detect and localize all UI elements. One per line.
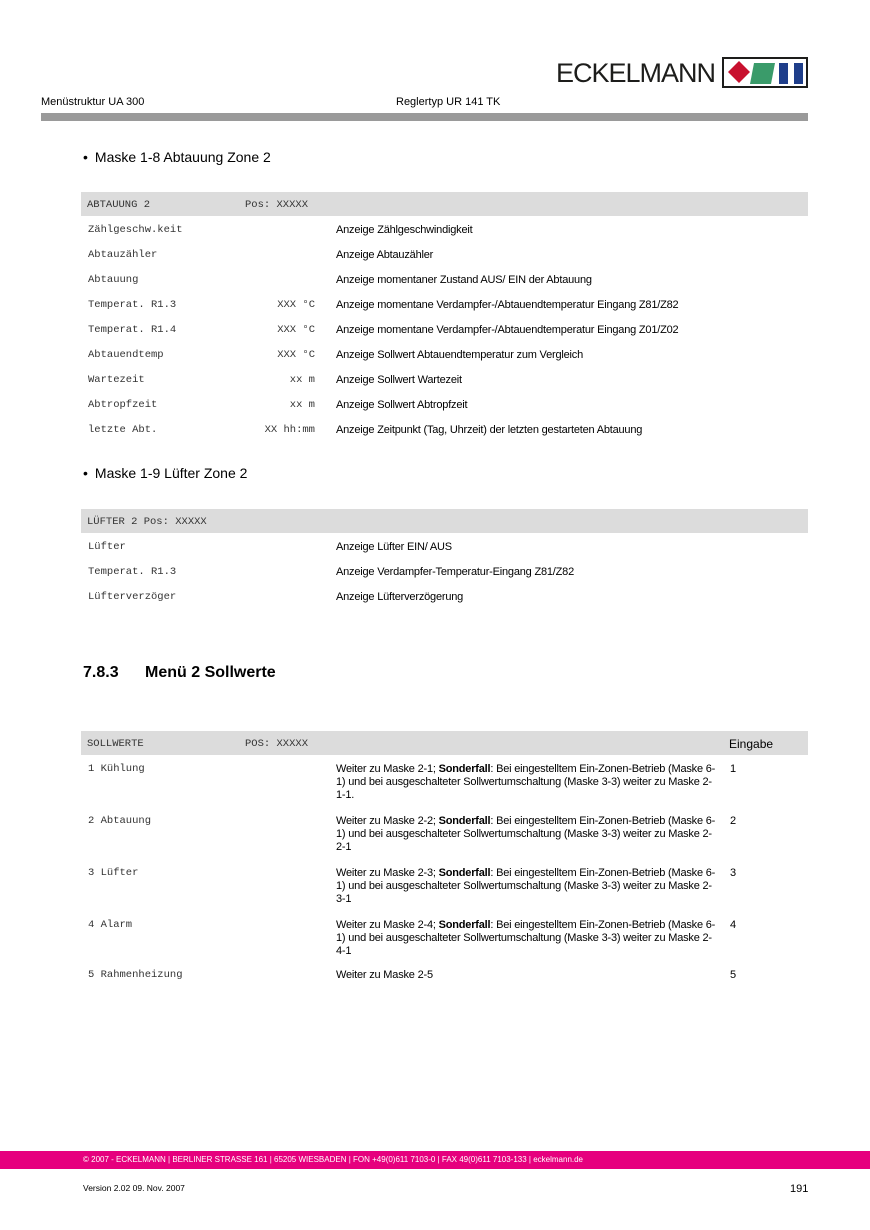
- table-row: [0, 224, 870, 244]
- section3-band-key: SOLLWERTE: [87, 738, 144, 750]
- logo-parallelogram-green: [750, 63, 775, 84]
- row-desc: Weiter zu Maske 2-5: [336, 969, 433, 981]
- row-value: xx m: [289, 374, 315, 386]
- row-eingabe: 4: [730, 919, 737, 931]
- row-key: Wartezeit: [88, 374, 145, 386]
- row-key: letzte Abt.: [88, 424, 158, 436]
- row-key: Abtauendtemp: [88, 349, 164, 361]
- row-desc: Anzeige Sollwert Abtropfzeit: [336, 399, 468, 411]
- row-key: 1 Kühlung: [88, 763, 145, 775]
- section2-band: [81, 509, 808, 533]
- row-desc: Weiter zu Maske 2-4; Sonderfall: Bei eingestelltem Ein-Zonen-Betrieb (Maske 6-1) und bei ausgeschalteter Sollwertumschaltung (Maske 3-3) weiter zu Maske 2-4-1: [336, 919, 716, 957]
- header-left-title: Menüstruktur UA 300: [41, 96, 145, 108]
- row-key: Lüfter: [88, 541, 126, 553]
- table-row: [0, 566, 870, 586]
- table-row: [0, 424, 870, 444]
- section3-band: [81, 731, 808, 755]
- row-desc: Anzeige momentane Verdampfer-/Abtauendtemperatur Eingang Z81/Z82: [336, 299, 679, 311]
- row-key: 3 Lüfter: [88, 867, 139, 879]
- row-value: XXX °C: [277, 299, 315, 311]
- logo-diamond-red: [728, 61, 750, 83]
- row-desc: Anzeige Verdampfer-Temperatur-Eingang Z81/Z82: [336, 566, 575, 578]
- row-desc: Anzeige Zeitpunkt (Tag, Uhrzeit) der letzten gestarteten Abtauung: [336, 424, 643, 436]
- section1-band-pos: Pos: XXXXX: [245, 199, 309, 211]
- row-key: Abtropfzeit: [88, 399, 158, 411]
- section3-heading: [83, 664, 276, 682]
- bullet-icon: •: [83, 465, 88, 481]
- row-key: Abtauzähler: [88, 249, 158, 261]
- table-row: [0, 274, 870, 294]
- logo-mark-icon: [722, 57, 808, 88]
- footer-version: Version 2.02 09. Nov. 2007: [83, 1183, 185, 1193]
- header-rule: [41, 113, 808, 121]
- row-eingabe: 3: [730, 867, 737, 879]
- row-desc: Weiter zu Maske 2-3; Sonderfall: Bei eingestelltem Ein-Zonen-Betrieb (Maske 6-1) und bei ausgeschalteter Sollwertumschaltung (Maske 3-3) weiter zu Maske 2-3-1: [336, 867, 716, 905]
- row-key: 5 Rahmenheizung: [88, 969, 183, 981]
- row-key: Abtauung: [88, 274, 139, 286]
- row-desc: Anzeige Sollwert Abtauendtemperatur zum Vergleich: [336, 349, 584, 361]
- row-desc: Anzeige Sollwert Wartezeit: [336, 374, 462, 386]
- row-desc: Weiter zu Maske 2-2; Sonderfall: Bei eingestelltem Ein-Zonen-Betrieb (Maske 6-1) und bei ausgeschalteter Sollwertumschaltung (Maske 3-3) weiter zu Maske 2-2-1: [336, 815, 716, 853]
- section2-band-key: LÜFTER 2 Pos: XXXXX: [87, 516, 207, 528]
- table-row: [0, 541, 870, 561]
- section2-heading: [83, 465, 247, 481]
- row-key: 4 Alarm: [88, 919, 133, 931]
- row-key: Temperat. R1.3: [88, 299, 177, 311]
- row-eingabe: 5: [730, 969, 737, 981]
- section1-heading: [83, 149, 271, 165]
- table-row: [0, 374, 870, 394]
- section2-title: Maske 1-9 Lüfter Zone 2: [94, 465, 248, 481]
- row-key: 2 Abtauung: [88, 815, 152, 827]
- row-desc: Anzeige Lüfter EIN/ AUS: [336, 541, 452, 553]
- section1-title: Maske 1-8 Abtauung Zone 2: [94, 149, 271, 165]
- logo-text: ECKELMANN: [556, 58, 716, 88]
- footer-bar: [0, 1151, 870, 1169]
- row-value: XXX °C: [277, 349, 315, 361]
- section3-title: Menü 2 Sollwerte: [145, 664, 276, 681]
- row-desc: Anzeige momentaner Zustand AUS/ EIN der Abtauung: [336, 274, 592, 286]
- row-key: Temperat. R1.3: [88, 566, 177, 578]
- row-desc: Weiter zu Maske 2-1; Sonderfall: Bei eingestelltem Ein-Zonen-Betrieb (Maske 6-1) und bei ausgeschalteter Sollwertumschaltung (Maske 3-3) weiter zu Maske 2-1-1.: [336, 763, 716, 801]
- section3-number: 7.8.3: [83, 664, 119, 681]
- table-row: [0, 591, 870, 611]
- table-row: [0, 299, 870, 319]
- row-key: Zählgeschw.keit: [88, 224, 183, 236]
- row-value: XX hh:mm: [264, 424, 315, 436]
- row-eingabe: 2: [730, 815, 737, 827]
- row-desc: Anzeige Lüfterverzögerung: [336, 591, 464, 603]
- row-value: XXX °C: [277, 324, 315, 336]
- footer-contact: © 2007 - ECKELMANN | BERLINER STRASSE 161 | 65205 WIESBADEN | FON +49(0)611 7103-0 | FAX 49(0)611 7103-133 | eckelmann.de: [83, 1155, 584, 1164]
- row-key: Lüfterverzöger: [88, 591, 177, 603]
- row-desc: Anzeige momentane Verdampfer-/Abtauendtemperatur Eingang Z01/Z02: [336, 324, 679, 336]
- bullet-icon: •: [83, 149, 88, 165]
- page-number: 191: [790, 1183, 809, 1195]
- section3-band-eingabe: Eingabe: [729, 737, 774, 751]
- row-key: Temperat. R1.4: [88, 324, 177, 336]
- section1-band-key: ABTAUUNG 2: [87, 199, 151, 211]
- row-desc: Anzeige Abtauzähler: [336, 249, 434, 261]
- row-eingabe: 1: [730, 763, 737, 775]
- table-row: [0, 249, 870, 269]
- header-middle-title: Reglertyp UR 141 TK: [396, 96, 501, 108]
- section1-band: [81, 192, 808, 216]
- table-row: [0, 349, 870, 369]
- table-row: [0, 399, 870, 419]
- row-value: xx m: [289, 399, 315, 411]
- section3-band-pos: POS: XXXXX: [245, 738, 309, 750]
- table-row: [0, 324, 870, 344]
- row-desc: Anzeige Zählgeschwindigkeit: [336, 224, 473, 236]
